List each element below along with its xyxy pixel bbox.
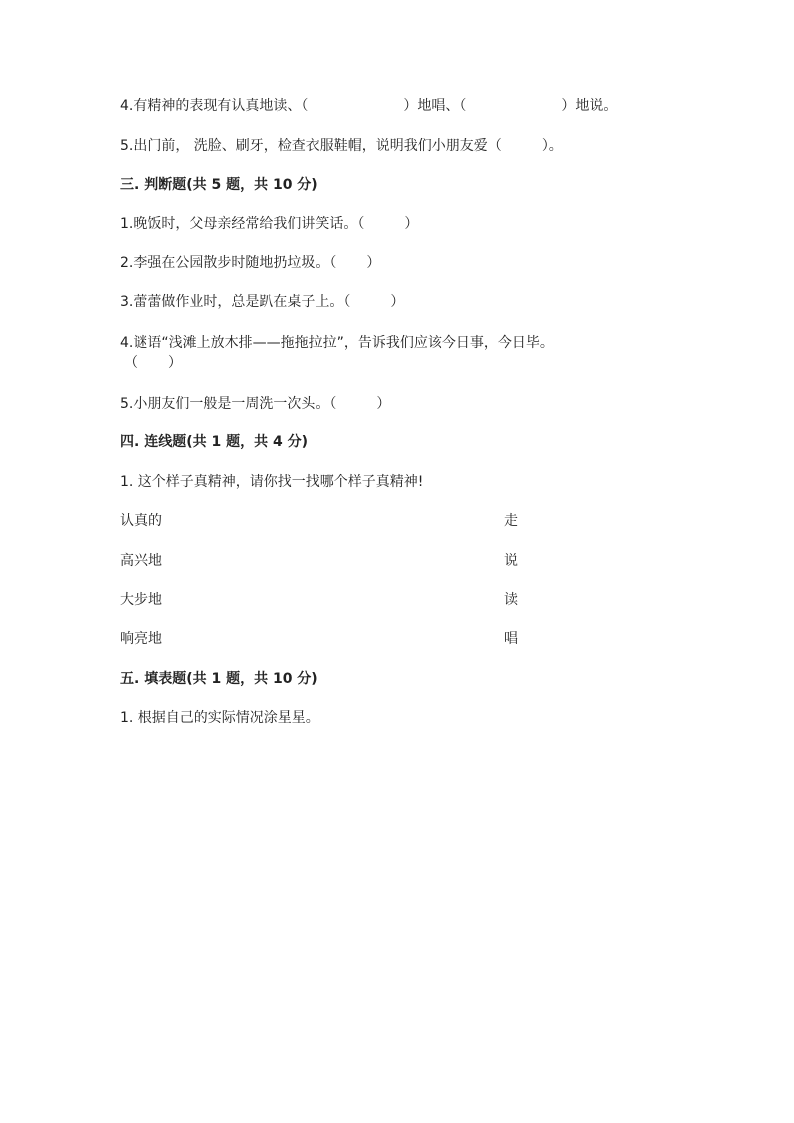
match-right-item[interactable]: 唱 xyxy=(504,631,518,647)
table-question: 1. 根据自己的实际情况涂星星。 xyxy=(120,710,320,726)
match-left-item[interactable]: 大步地 xyxy=(120,592,162,608)
question-number: 4. xyxy=(120,335,134,351)
section-heading-table: 五. 填表题(共 1 题，共 10 分) xyxy=(120,671,318,687)
judge-item-4 xyxy=(120,333,554,353)
judge-item-2 xyxy=(120,253,380,273)
question-number: 2. xyxy=(120,255,134,271)
question-text-part-a: 有精神的表现有认真地读、（ xyxy=(133,98,309,114)
section-heading-judge: 三. 判断题(共 5 题，共 10 分) xyxy=(120,177,318,193)
question-text: 蕾蕾做作业时，总是趴在桌子上。（ xyxy=(133,294,351,310)
match-right-item[interactable]: 读 xyxy=(504,592,518,608)
match-left-item[interactable]: 响亮地 xyxy=(120,631,162,647)
match-question: 1. 这个样子真精神，请你找一找哪个样子真精神! xyxy=(120,474,424,490)
match-right-item[interactable]: 说 xyxy=(504,553,518,569)
question-text: 谜语“浅滩上放木排——拖拖拉拉”，告诉我们应该今日事，今日毕。 xyxy=(133,335,554,351)
judge-item-5 xyxy=(120,394,390,414)
paren-close: ） xyxy=(168,355,182,371)
paren-close: ） xyxy=(390,294,405,310)
fill-blank-question-4 xyxy=(120,96,617,116)
match-left-item[interactable]: 认真的 xyxy=(120,513,162,529)
paren-close: ） xyxy=(404,216,419,232)
question-text-part-a: 出门前， 洗脸、刷牙，检查衣服鞋帽，说明我们小朋友爱（ xyxy=(133,138,502,154)
question-number: 5. xyxy=(120,396,134,412)
judge-item-4-answer xyxy=(124,353,182,373)
paren-close: ） xyxy=(376,396,391,412)
question-number: 4. xyxy=(120,98,134,114)
match-left-item[interactable]: 高兴地 xyxy=(120,553,162,569)
question-number: 1. xyxy=(120,216,134,232)
paren-open: （ xyxy=(124,355,138,371)
match-right-item[interactable]: 走 xyxy=(504,513,518,529)
question-text-part-b: ）。 xyxy=(541,138,563,154)
question-text-part-b: ）地唱、（ xyxy=(403,98,467,114)
question-text: 小朋友们一般是一周洗一次头。（ xyxy=(133,396,337,412)
question-text: 晚饭时，父母亲经常给我们讲笑话。（ xyxy=(133,216,365,232)
judge-item-3 xyxy=(120,292,404,312)
question-number: 5. xyxy=(120,138,134,154)
fill-blank-question-5 xyxy=(120,136,563,156)
question-number: 3. xyxy=(120,294,134,310)
paren-close: ） xyxy=(366,255,381,271)
judge-item-1 xyxy=(120,214,418,234)
question-text: 李强在公园散步时随地扔垃圾。（ xyxy=(133,255,337,271)
section-heading-match: 四. 连线题(共 1 题，共 4 分) xyxy=(120,434,308,450)
question-text-part-c: ）地说。 xyxy=(561,98,618,114)
